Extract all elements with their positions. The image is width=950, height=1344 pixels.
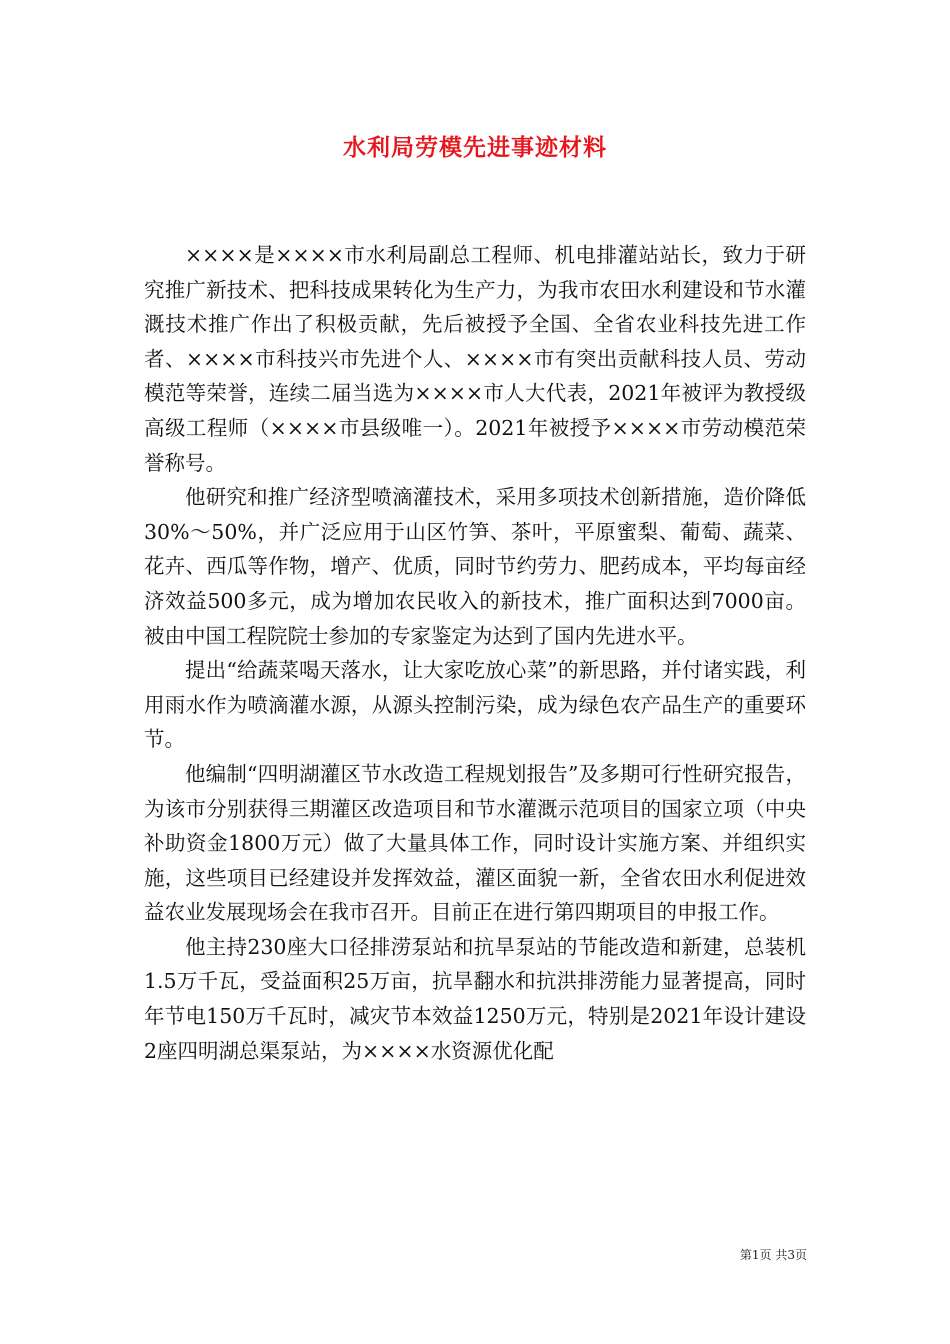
document-body <box>144 238 806 1068</box>
document-title: 水利局劳模先进事迹材料 <box>343 134 607 161</box>
page-number: 第1页 共3页 <box>739 1248 807 1262</box>
paragraph-4: 他编制“四明湖灌区节水改造工程规划报告”及多期可行性研究报告，为该市分别获得三期灌区改造项目和节水灌溉示范项目的国家立项（中央补助资金1800万元）做了大量具体工作，同时设计实施方案、并组织实施，这些项目已经建设并发挥效益，灌区面貌一新，全省农田水利促进效益农业发展现场会在我市召开。目前正在进行第四期项目的申报工作。 <box>144 761 806 925</box>
paragraph-5: 他主持230座大口径排涝泵站和抗旱泵站的节能改造和新建，总装机1.5万千瓦，受益面积25万亩，抗旱翻水和抗洪排涝能力显著提高，同时年节电150万千瓦时，减灾节本效益1250万元，特别是2021年设计建设2座四明湖总渠泵站，为××××水资源优化配 <box>144 934 806 1063</box>
paragraph-2: 他研究和推广经济型喷滴灌技术，采用多项技术创新措施，造价降低30%～50%，并广泛应用于山区竹笋、茶叶，平原蜜梨、葡萄、蔬菜、花卉、西瓜等作物，增产、优质，同时节约劳力、肥药成本，平均每亩经济效益500多元，成为增加农民收入的新技术，推广面积达到7000亩。被由中国工程院院士参加的专家鉴定为达到了国内先进水平。 <box>144 485 806 648</box>
paragraph-1: ××××是××××市水利局副总工程师、机电排灌站站长，致力于研究推广新技术、把科技成果转化为生产力，为我市农田水利建设和节水灌溉技术推广作出了积极贡献，先后被授予全国、全省农业科技先进工作者、××××市科技兴市先进个人、××××市有突出贡献科技人员、劳动模范等荣誉，连续二届当选为××××市人大代表，2021年被评为教授级高级工程师（××××市县级唯一）。2021年被授予××××市劳动模范荣誉称号。 <box>144 243 806 475</box>
paragraph-3: 提出“给蔬菜喝天落水，让大家吃放心菜”的新思路，并付诸实践，利用雨水作为喷滴灌水源，从源头控制污染，成为绿色农产品生产的重要环节。 <box>144 658 806 752</box>
